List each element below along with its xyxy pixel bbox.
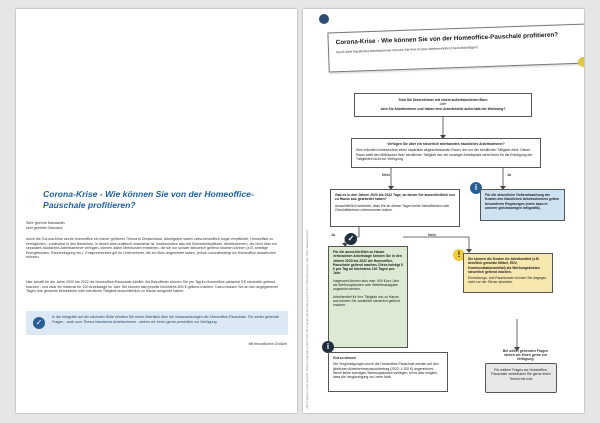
side-disclaimer: Alle Angaben ohne Gewähr. Diese Infografik ersetzt nicht die individuelle Beratung durch Ihre Steuerberaterin oder Ihren Steuerberater. — [305, 229, 309, 409]
green-result-text-2: Arbeitsmittel für Ihre Tätigkeit von zu Hause aus können Sie zusätzlich steuerlich geltend machen. — [333, 294, 400, 308]
right-page-infographic — [303, 9, 584, 413]
salutation-2: sehr geehrter Mandant, — [26, 226, 64, 230]
question-2-title: Verfügen Sie über ein steuerlich anerkanntes häusliches Arbeitszimmer? — [387, 142, 505, 146]
branch-label-no-2: Nein — [428, 233, 436, 237]
contact-box — [485, 363, 557, 393]
branch-label-yes-2: Ja — [331, 233, 335, 237]
question-2-box — [351, 138, 541, 168]
question-1-line-1: Sind Sie Unternehmer mit einem außerhäuslichen Büro — [398, 98, 488, 102]
left-page — [16, 9, 297, 413]
infographic-title: Corona-Krise - Wie können Sie von der Homeoffice-Pauschale profitieren? — [335, 31, 559, 47]
arbeitsmittel-result-box — [463, 253, 553, 293]
check-icon: ✓ — [345, 233, 357, 245]
arbeitszimmer-info-text: Für die steuerliche Geltendmachung der Kosten des häuslichen Arbeitszimmers gelten besonderen Regelungen (mehr dazu in unserer gleichnamigen Infografik). — [485, 193, 560, 210]
contact-text: Für weitere Fragen zur Homeoffice-Pauschale vereinbaren Sie gerne einen Termin mit uns! — [491, 368, 551, 381]
info-icon: i — [470, 182, 482, 194]
yellow-result-title: Sie können die Kosten für Arbeitsmittel (z.B. beruflich genutzte Möbel, EDV, Kommunikationsmittel) als Werbungskosten steuerlich geltend machen. — [468, 257, 540, 274]
infographic-subtitle: Auch ohne häusliches Arbeitszimmer können Sie Ihre Kosten steuermindernd berücksichtigen! — [336, 45, 478, 55]
info-icon: i — [322, 341, 334, 353]
green-result-text-1: Insgesamt können also max. 600 € pro Jahr als Werbungskosten oder Betriebsausgabe angesetzt werden. — [333, 278, 399, 292]
exclamation-icon: ! — [453, 249, 465, 261]
question-3-box — [330, 189, 460, 227]
homeoffice-pauschale-result-box — [328, 246, 408, 348]
branch-label-no: Nein — [382, 173, 390, 177]
info-callout — [26, 311, 288, 335]
good-to-know-box — [328, 352, 448, 392]
question-3-title: Gab es in den Jahren 2020 bis 2022 Tage, an denen Sie ausschließlich von zu Hause aus gearbeitet haben? — [335, 193, 455, 202]
green-result-title: Für die ausschließlich zu Hause verbrachten Arbeitstage können Sie in den Jahren 2020 bis 2022 die Homeoffice-Pauschale geltend machen. Diese beträgt 5 € pro Tag an höchstens 120 Tagen pro Jahr. — [333, 250, 403, 276]
question-2-text: Dies erfordert insbesondere einen separaten abgeschlossenen Raum, der nur der beruflichen Tätigkeit dient. Dieser Raum stellt den Mittelpunkt Ihrer beruflichen Tätigkeit dar, ein sonstiger Arbeitsplatz steht Ihnen für die Erledigung der Tätigkeiten nicht zur Verfügung. — [356, 148, 533, 161]
salutation-1: Sehr geehrte Mandantin, — [26, 221, 66, 225]
arbeitszimmer-info-box — [480, 189, 565, 221]
yellow-result-text: Einrichtungs- und Raumkosten können Sie dagegen nicht vor der Steuer absetzen. — [468, 276, 547, 285]
contact-prompt: Bei weiter gehenden Fragen stehen wir Ihnen gerne zur Verfügung. — [502, 349, 549, 361]
question-1-line-3: sind Sie Arbeitnehmer und haben eine Arbeitsstelle außerhalb der Wohnung? — [380, 106, 506, 111]
closing-greeting: Mit freundlichen Grüßen — [248, 342, 287, 346]
letter-paragraph-2: Hier schafft für die Jahre 2020 bis 2022 die Homeoffice-Pauschale Abhilfe: Als Betroffener können Sie pro Tag im Homeoffice pauschal 5 € steuerlich geltend machen - und zwar für maximal für 120 Arbeitstage im Jahr. Sie können also jeweils höchstens 600 € geltend machen. Dazu müssen Sie an den angegebenen Tagen Ihre gesamte betriebliche oder berufliche Tätigkeit ausschließlich zu Hause ausgeübt haben. — [26, 280, 279, 294]
check-icon: ✓ — [33, 317, 45, 329]
letter-paragraph-1: durch die Corona-Krise wurde Homeoffice ein immer größeres Thema in Deutschland. Arbeitgeber waren zwischenzeitlich sogar verpflichtet, Homeoffice zu ermöglichen - zumindest in den Bereichen, in denen dies praktisch umsetzbar ist, insbesondere also bei Büroarbeitsplätzen. Arbeitnehmern, die nicht über ein separates häusliches Arbeitszimmer verfügen, können dabei Mehrkosten entstehen, die sie nur schwer steuerlich geltend machen können (z.B. anteilige Energiekosten, Raumreinigung etc.). Entsprechendes gilt für Unternehmer, die ein Büro angemietet haben, jedoch coronabedingt ins Homeoffice ausweichen müssen. — [26, 237, 277, 260]
good-to-know-title: Gut zu wissen — [333, 356, 356, 360]
letter-title: Corona-Krise - Wie können Sie von der Homeoffice-Pauschale profitieren? — [43, 189, 254, 210]
branch-label-yes: Ja — [507, 173, 511, 177]
good-to-know-text: Die Vergünstigungen durch die Homeoffice-Pauschale werden auf den jährlichen Arbeitnehmerpauschbetrag (2022: 1.200 €) angerechnet. Wenn keine sonstigen Werbungskosten vorliegen, ist es also möglich, dass die Vergünstigung ins Leere läuft. — [333, 362, 439, 380]
question-1-box — [354, 93, 532, 117]
question-1-line-2: oder — [439, 102, 447, 107]
question-3-text: Ausschließlich bedeutet, dass Sie an diesen Tagen keine Dienstfahrten oder Geschäftsreisen unternommen haben. — [335, 203, 450, 212]
info-callout-text: In der Infografik auf der nächsten Seite erhalten Sie einen Überblick über die Voraussetzungen der Homeoffice-Pauschale. Für weiter gehende Fragen - auch zum Thema häusliches Arbeitszimmer - stehen wir Ihnen gerne persönlich zur Verfügung. — [52, 315, 279, 324]
